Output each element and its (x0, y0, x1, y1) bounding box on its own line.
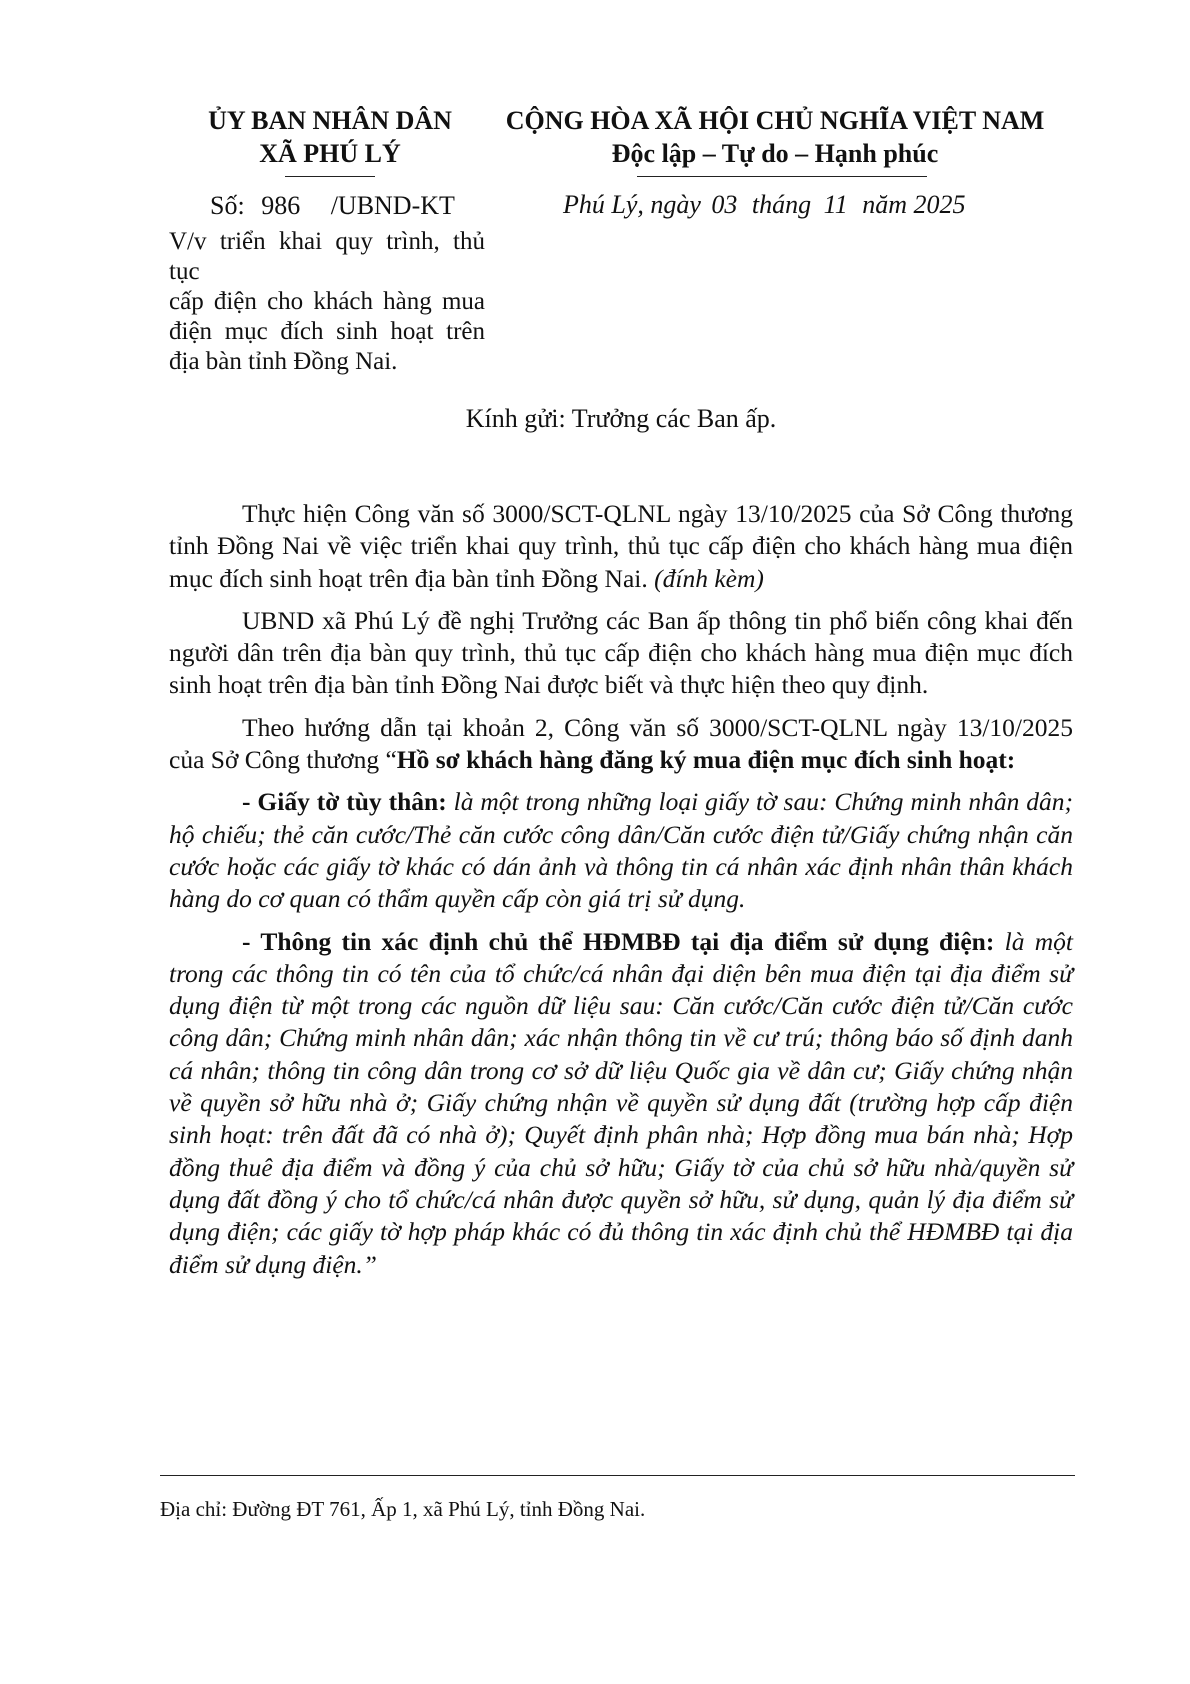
doc-number-code: /UBND-KT (330, 191, 455, 220)
body-paragraph (169, 712, 1073, 777)
issuing-authority (200, 104, 460, 170)
attachment-note: (đính kèm) (654, 563, 764, 593)
subject-line: địa bàn tỉnh Đồng Nai. (169, 348, 398, 375)
paragraph-text: Theo hướng dẫn tại khoản 2, Công văn số 3000/SCT-QLNL ngày 13/10/2025 của Sở Công thương “ (169, 712, 1073, 775)
subject-line: V/v triển khai quy trình, thủ tục (169, 228, 485, 285)
item-heading: - Thông tin xác định chủ thể HĐMBĐ tại địa điểm sử dụng điện: (242, 926, 995, 956)
date-year-label: năm (862, 190, 908, 219)
item-text: là một trong các thông tin có tên của tổ chức/cá nhân đại diện bên mua điện tại địa điểm sử dụng điện từ một trong các nguồn dữ liệu sau: Căn cước/Căn cước điện tử/Căn cước công dân; Chứng minh nhân dân; xác nhận thông tin về cư trú; thông báo số định danh cá nhân; thông tin công dân trong cơ sở dữ liệu Quốc gia về dân cư; Giấy chứng nhận về quyền sở hữu nhà ở; Giấy chứng nhận về quyền sử dụng đất (trường hợp cấp điện sinh hoạt: trên đất đã có nhà ở); Quyết định phân nhà; Hợp đồng mua bán nhà; Hợp đồng thuê địa điểm và đồng ý của chủ sở hữu; Giấy tờ của chủ sở hữu nhà/quyền sử dụng đất đồng ý cho tổ chức/cá nhân được quyền sở hữu, sử dụng, quản lý địa điểm sử dụng điện; các giấy tờ hợp pháp khác có đủ thông tin xác định chủ thể HĐMBĐ tại địa điểm sử dụng điện.” (169, 926, 1073, 1279)
document-subject (169, 227, 485, 377)
body-paragraph (169, 498, 1073, 595)
national-motto: Độc lập – Tự do – Hạnh phúc (611, 139, 939, 168)
document-number (210, 189, 455, 222)
doc-number-label: Số: (210, 191, 245, 220)
footer-divider (160, 1475, 1075, 1476)
recipient-line: Kính gửi: Trưởng các Ban ấp. (465, 404, 777, 433)
authority-line1: ỦY BAN NHÂN DÂN (208, 106, 452, 135)
body-paragraph (169, 926, 1073, 1281)
motto-underline (637, 176, 927, 177)
date-month-label: tháng (751, 190, 812, 219)
item-heading: - Giấy tờ tùy thân: (242, 787, 447, 817)
date-place: Phú Lý, ngày (563, 190, 701, 219)
body-paragraph (169, 786, 1073, 915)
subject-line: điện mục đích sinh hoạt trên (169, 318, 485, 345)
paragraph-text: UBND xã Phú Lý đề nghị Trưởng các Ban ấp thông tin phổ biến công khai đến người dân trên địa bàn quy trình, thủ tục cấp điện cho khách hàng mua điện mục đích sinh hoạt trên địa bàn tỉnh Đồng Nai được biết và thực hiện theo quy định. (169, 605, 1073, 700)
date-month: 11 (823, 190, 848, 219)
quoted-heading: Hồ sơ khách hàng đăng ký mua điện mục đích sinh hoạt: (396, 745, 1016, 775)
national-header (505, 104, 1045, 170)
paragraph-text: Thực hiện Công văn số 3000/SCT-QLNL ngày 13/10/2025 của Sở Công thương tỉnh Đồng Nai về việc triển khai quy trình, thủ tục cấp điện cho khách hàng mua điện mục đích sinh hoạt trên địa bàn tỉnh Đồng Nai. (169, 499, 1073, 593)
nation-name: CỘNG HÒA XÃ HỘI CHỦ NGHĨA VIỆT NAM (505, 106, 1045, 135)
footer-address: Địa chỉ: Đường ĐT 761, Ấp 1, xã Phú Lý, tỉnh Đồng Nai. (160, 1497, 646, 1521)
date-year: 2025 (913, 190, 966, 219)
date-day: 03 (711, 190, 738, 219)
subject-line: cấp điện cho khách hàng mua (169, 288, 485, 315)
place-date (563, 190, 966, 220)
authority-line2: XÃ PHÚ LÝ (259, 139, 401, 168)
body-paragraph (169, 605, 1073, 702)
document-body (169, 498, 1073, 1291)
doc-number-value: 986 (261, 191, 301, 220)
item-text: là một trong những loại giấy tờ sau: Chứng minh nhân dân; hộ chiếu; thẻ căn cước/Thẻ căn cước công dân/Căn cước điện tử/Giấy chứng nhận căn cước hoặc các giấy tờ khác có dán ảnh và thông tin cá nhân xác định nhân thân khách hàng do cơ quan có thẩm quyền cấp còn giá trị sử dụng. (169, 787, 1074, 914)
authority-underline (285, 176, 375, 177)
